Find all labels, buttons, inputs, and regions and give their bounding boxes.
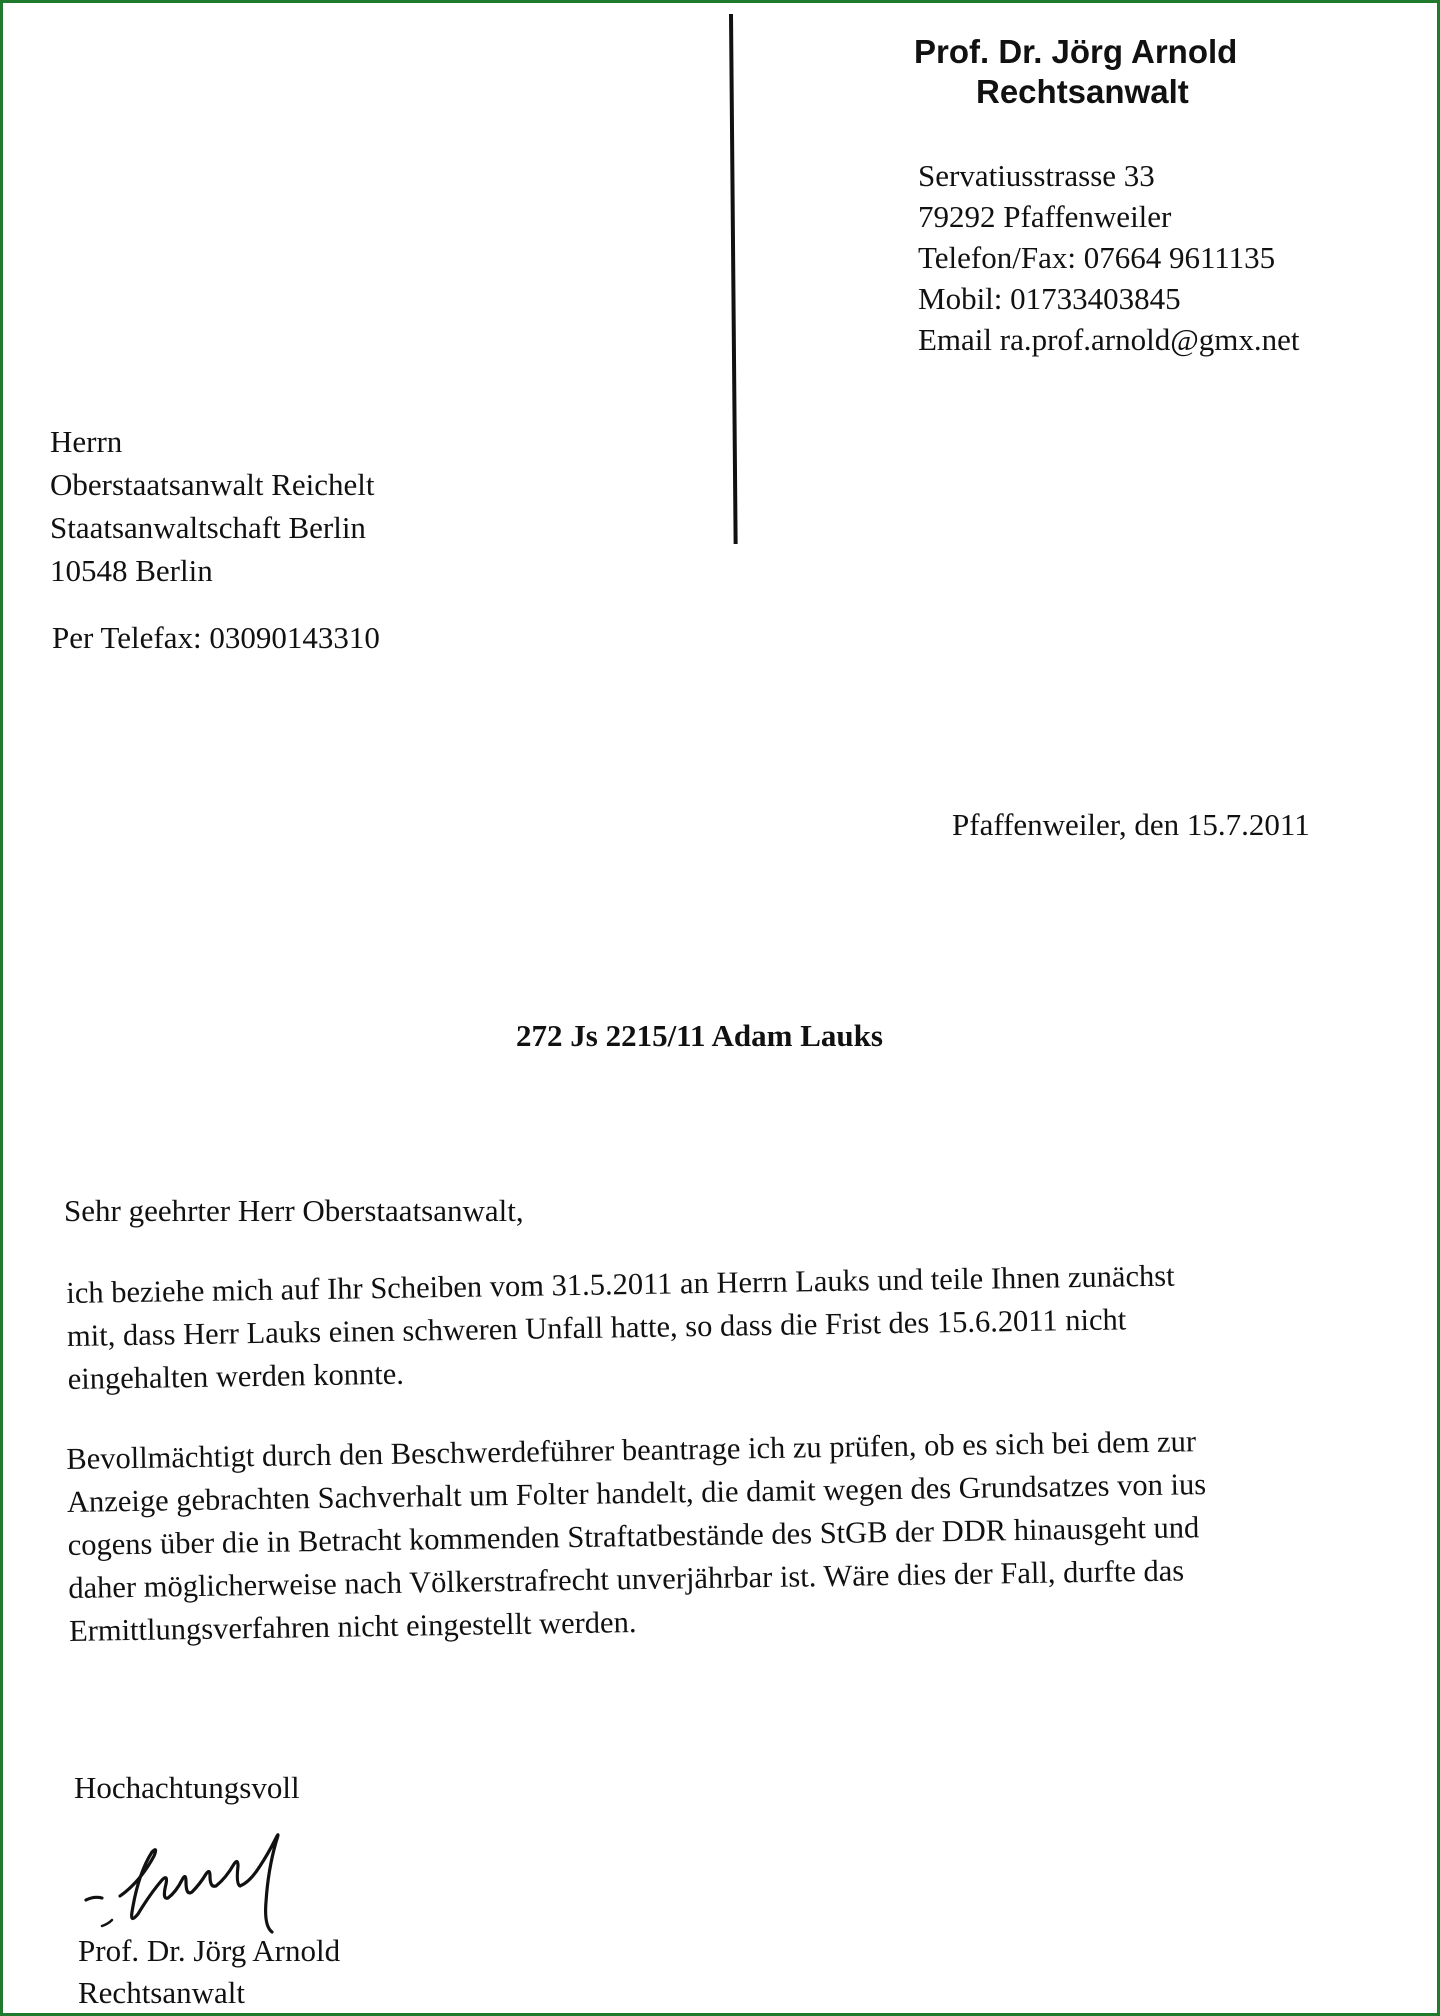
paragraph-line: eingehalten werden konnte. bbox=[67, 1356, 405, 1396]
recipient-fax: Per Telefax: 03090143310 bbox=[52, 620, 380, 655]
paragraph-line: Bevollmächtigt durch den Beschwerdeführer beantrage ich zu prüfen, ob es sich bei dem zur bbox=[66, 1424, 1197, 1476]
paragraph-line: cogens über die in Betracht kommenden Straftatbestände des StGB der DDR hinausgeht und bbox=[67, 1510, 1200, 1562]
closing: Hochachtungsvoll bbox=[74, 1770, 300, 1805]
recipient-line: 10548 Berlin bbox=[50, 553, 213, 588]
sender-role: Rechtsanwalt bbox=[976, 73, 1189, 110]
recipient-line: Oberstaatsanwalt Reichelt bbox=[50, 467, 375, 502]
paragraph-line: Ermittlungsverfahren nicht eingestellt werden. bbox=[68, 1605, 637, 1648]
recipient-line: Staatsanwaltschaft Berlin bbox=[50, 510, 366, 545]
date-line: Pfaffenweiler, den 15.7.2011 bbox=[952, 807, 1310, 842]
paragraph-line: Anzeige gebrachten Sachverhalt um Folter handelt, die damit wegen des Grundsatzes von ius bbox=[66, 1467, 1207, 1519]
sender-email: Email ra.prof.arnold@gmx.net bbox=[918, 322, 1300, 357]
sender-street: Servatiusstrasse 33 bbox=[918, 158, 1155, 193]
signature-block bbox=[78, 1930, 340, 2014]
sender-city: 79292 Pfaffenweiler bbox=[918, 199, 1172, 234]
salutation: Sehr geehrter Herr Oberstaatsanwalt, bbox=[64, 1193, 524, 1228]
signature-role: Rechtsanwalt bbox=[78, 1975, 246, 2010]
body-paragraph-2 bbox=[66, 1420, 1208, 1653]
sender-mobile: Mobil: 01733403845 bbox=[918, 281, 1181, 316]
recipient-address bbox=[50, 420, 375, 592]
recipient-line: Herrn bbox=[50, 424, 123, 459]
paragraph-line: daher möglicherweise nach Völkerstrafrecht unverjährbar ist. Wäre dies der Fall, durfte das bbox=[68, 1553, 1185, 1605]
signature-name: Prof. Dr. Jörg Arnold bbox=[78, 1933, 341, 1968]
paragraph-line: ich beziehe mich auf Ihr Scheiben vom 31.5.2011 an Herrn Lauks und teile Ihnen zunächst bbox=[66, 1258, 1175, 1310]
body-paragraph-1 bbox=[66, 1255, 1176, 1401]
sender-name: Prof. Dr. Jörg Arnold bbox=[914, 33, 1238, 70]
subject-line: 272 Js 2215/11 Adam Lauks bbox=[516, 1018, 883, 1053]
sender-address bbox=[918, 155, 1300, 360]
letterhead bbox=[914, 32, 1237, 112]
sender-phone: Telefon/Fax: 07664 9611135 bbox=[918, 240, 1276, 275]
paragraph-line: mit, dass Herr Lauks einen schweren Unfall hatte, so dass die Frist des 15.6.2011 nicht bbox=[66, 1302, 1127, 1353]
